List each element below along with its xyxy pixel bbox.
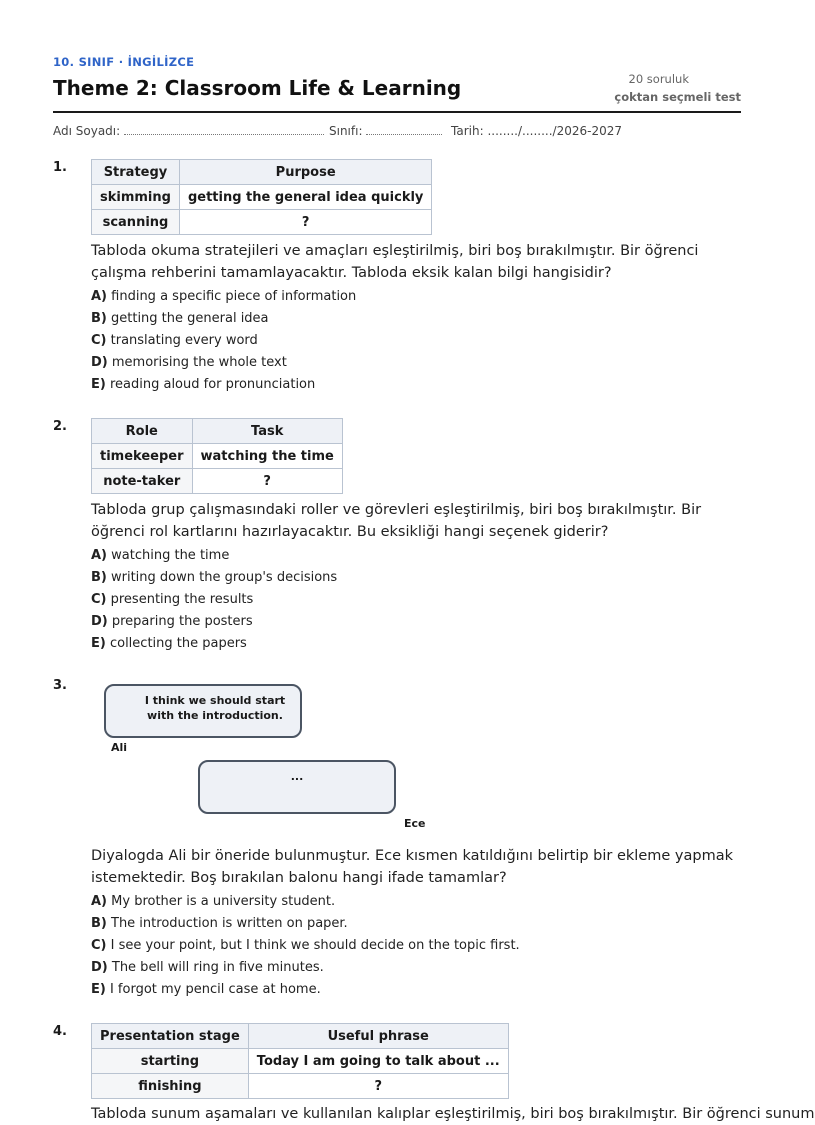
- header-divider: [53, 111, 741, 113]
- name-field[interactable]: [53, 124, 324, 138]
- question-prompt: Tabloda grup çalışmasındaki roller ve görevleri eşleştirilmiş, biri boş bırakılmıştır. Bir öğrenci rol kartlarını hazırlayacaktır. Bu eksikliği hangi seçenek giderir?: [91, 502, 702, 540]
- option-d[interactable]: D) The bell will ring in five minutes.: [91, 960, 324, 975]
- table-header: Presentation stage: [92, 1024, 249, 1049]
- date-field[interactable]: [451, 124, 622, 138]
- speaker-ali: Ali: [111, 741, 128, 754]
- option-a[interactable]: A) watching the time: [91, 548, 230, 563]
- question-prompt: Tabloda sunum aşamaları ve kullanılan kalıplar eşleştirilmiş, biri boş bırakılmıştır. Bir öğrenci sunum: [91, 1106, 815, 1122]
- question-table: [91, 418, 343, 494]
- table-header: Strategy: [92, 160, 180, 185]
- option-e[interactable]: E) reading aloud for pronunciation: [91, 377, 316, 392]
- table-cell: skimming: [92, 185, 180, 210]
- table-cell: starting: [92, 1049, 249, 1074]
- table-cell: scanning: [92, 210, 180, 235]
- class-blank[interactable]: [366, 124, 442, 135]
- table-cell: note-taker: [92, 469, 193, 494]
- question-prompt: Tabloda okuma stratejileri ve amaçları eşleştirilmiş, biri boş bırakılmıştır. Bir öğrenci çalışma rehberini tamamlayacaktır. Tabloda eksik kalan bilgi hangisidir?: [91, 243, 699, 281]
- option-c[interactable]: C) I see your point, but I think we should decide on the topic first.: [91, 938, 520, 953]
- question-number: 4.: [53, 1024, 67, 1039]
- question-number: 3.: [53, 678, 67, 693]
- class-field[interactable]: [329, 124, 442, 138]
- table-cell: getting the general idea quickly: [179, 185, 431, 210]
- table-cell: timekeeper: [92, 444, 193, 469]
- grade-subject: 10. SINIF · İNGİLİZCE: [53, 55, 195, 69]
- page-title: Theme 2: Classroom Life & Learning: [53, 76, 462, 100]
- question-number: 1.: [53, 160, 67, 175]
- table-cell-missing: ?: [179, 210, 431, 235]
- question-table: [91, 1023, 509, 1099]
- speech-bubble-ece: ...: [198, 760, 396, 814]
- question-table: [91, 159, 432, 235]
- date-value[interactable]: ......../......../2026-2027: [487, 124, 622, 138]
- name-blank[interactable]: [124, 124, 324, 135]
- option-e[interactable]: E) collecting the papers: [91, 636, 247, 651]
- question-count: 20 soruluk: [628, 72, 689, 86]
- option-d[interactable]: D) memorising the whole text: [91, 355, 287, 370]
- options-list: [91, 545, 337, 655]
- option-a[interactable]: A) finding a specific piece of information: [91, 289, 357, 304]
- table-header: Role: [92, 419, 193, 444]
- speaker-ece: Ece: [404, 817, 426, 830]
- table-cell: Today I am going to talk about ...: [248, 1049, 508, 1074]
- date-label: Tarih:: [451, 124, 484, 138]
- option-c[interactable]: C) presenting the results: [91, 592, 254, 607]
- option-c[interactable]: C) translating every word: [91, 333, 258, 348]
- option-b[interactable]: B) writing down the group's decisions: [91, 570, 338, 585]
- option-b[interactable]: B) The introduction is written on paper.: [91, 916, 348, 931]
- class-label: Sınıfı:: [329, 124, 363, 138]
- option-d[interactable]: D) preparing the posters: [91, 614, 253, 629]
- table-header: Useful phrase: [248, 1024, 508, 1049]
- option-a[interactable]: A) My brother is a university student.: [91, 894, 336, 909]
- table-cell: finishing: [92, 1074, 249, 1099]
- table-cell-missing: ?: [248, 1074, 508, 1099]
- options-list: [91, 286, 356, 396]
- table-cell: watching the time: [192, 444, 342, 469]
- option-e[interactable]: E) I forgot my pencil case at home.: [91, 982, 321, 997]
- question-prompt: Diyalogda Ali bir öneride bulunmuştur. Ece kısmen katıldığını belirtip bir ekleme yapmak istemektedir. Boş bırakılan balonu hangi ifade tamamlar?: [91, 848, 733, 886]
- option-b[interactable]: B) getting the general idea: [91, 311, 269, 326]
- speech-bubble-ali: I think we should start with the introduction.: [104, 684, 302, 738]
- table-header: Task: [192, 419, 342, 444]
- options-list: [91, 891, 520, 1001]
- test-type: çoktan seçmeli test: [614, 90, 741, 104]
- table-header: Purpose: [179, 160, 431, 185]
- table-cell-missing: ?: [192, 469, 342, 494]
- name-label: Adı Soyadı:: [53, 124, 121, 138]
- question-number: 2.: [53, 419, 67, 434]
